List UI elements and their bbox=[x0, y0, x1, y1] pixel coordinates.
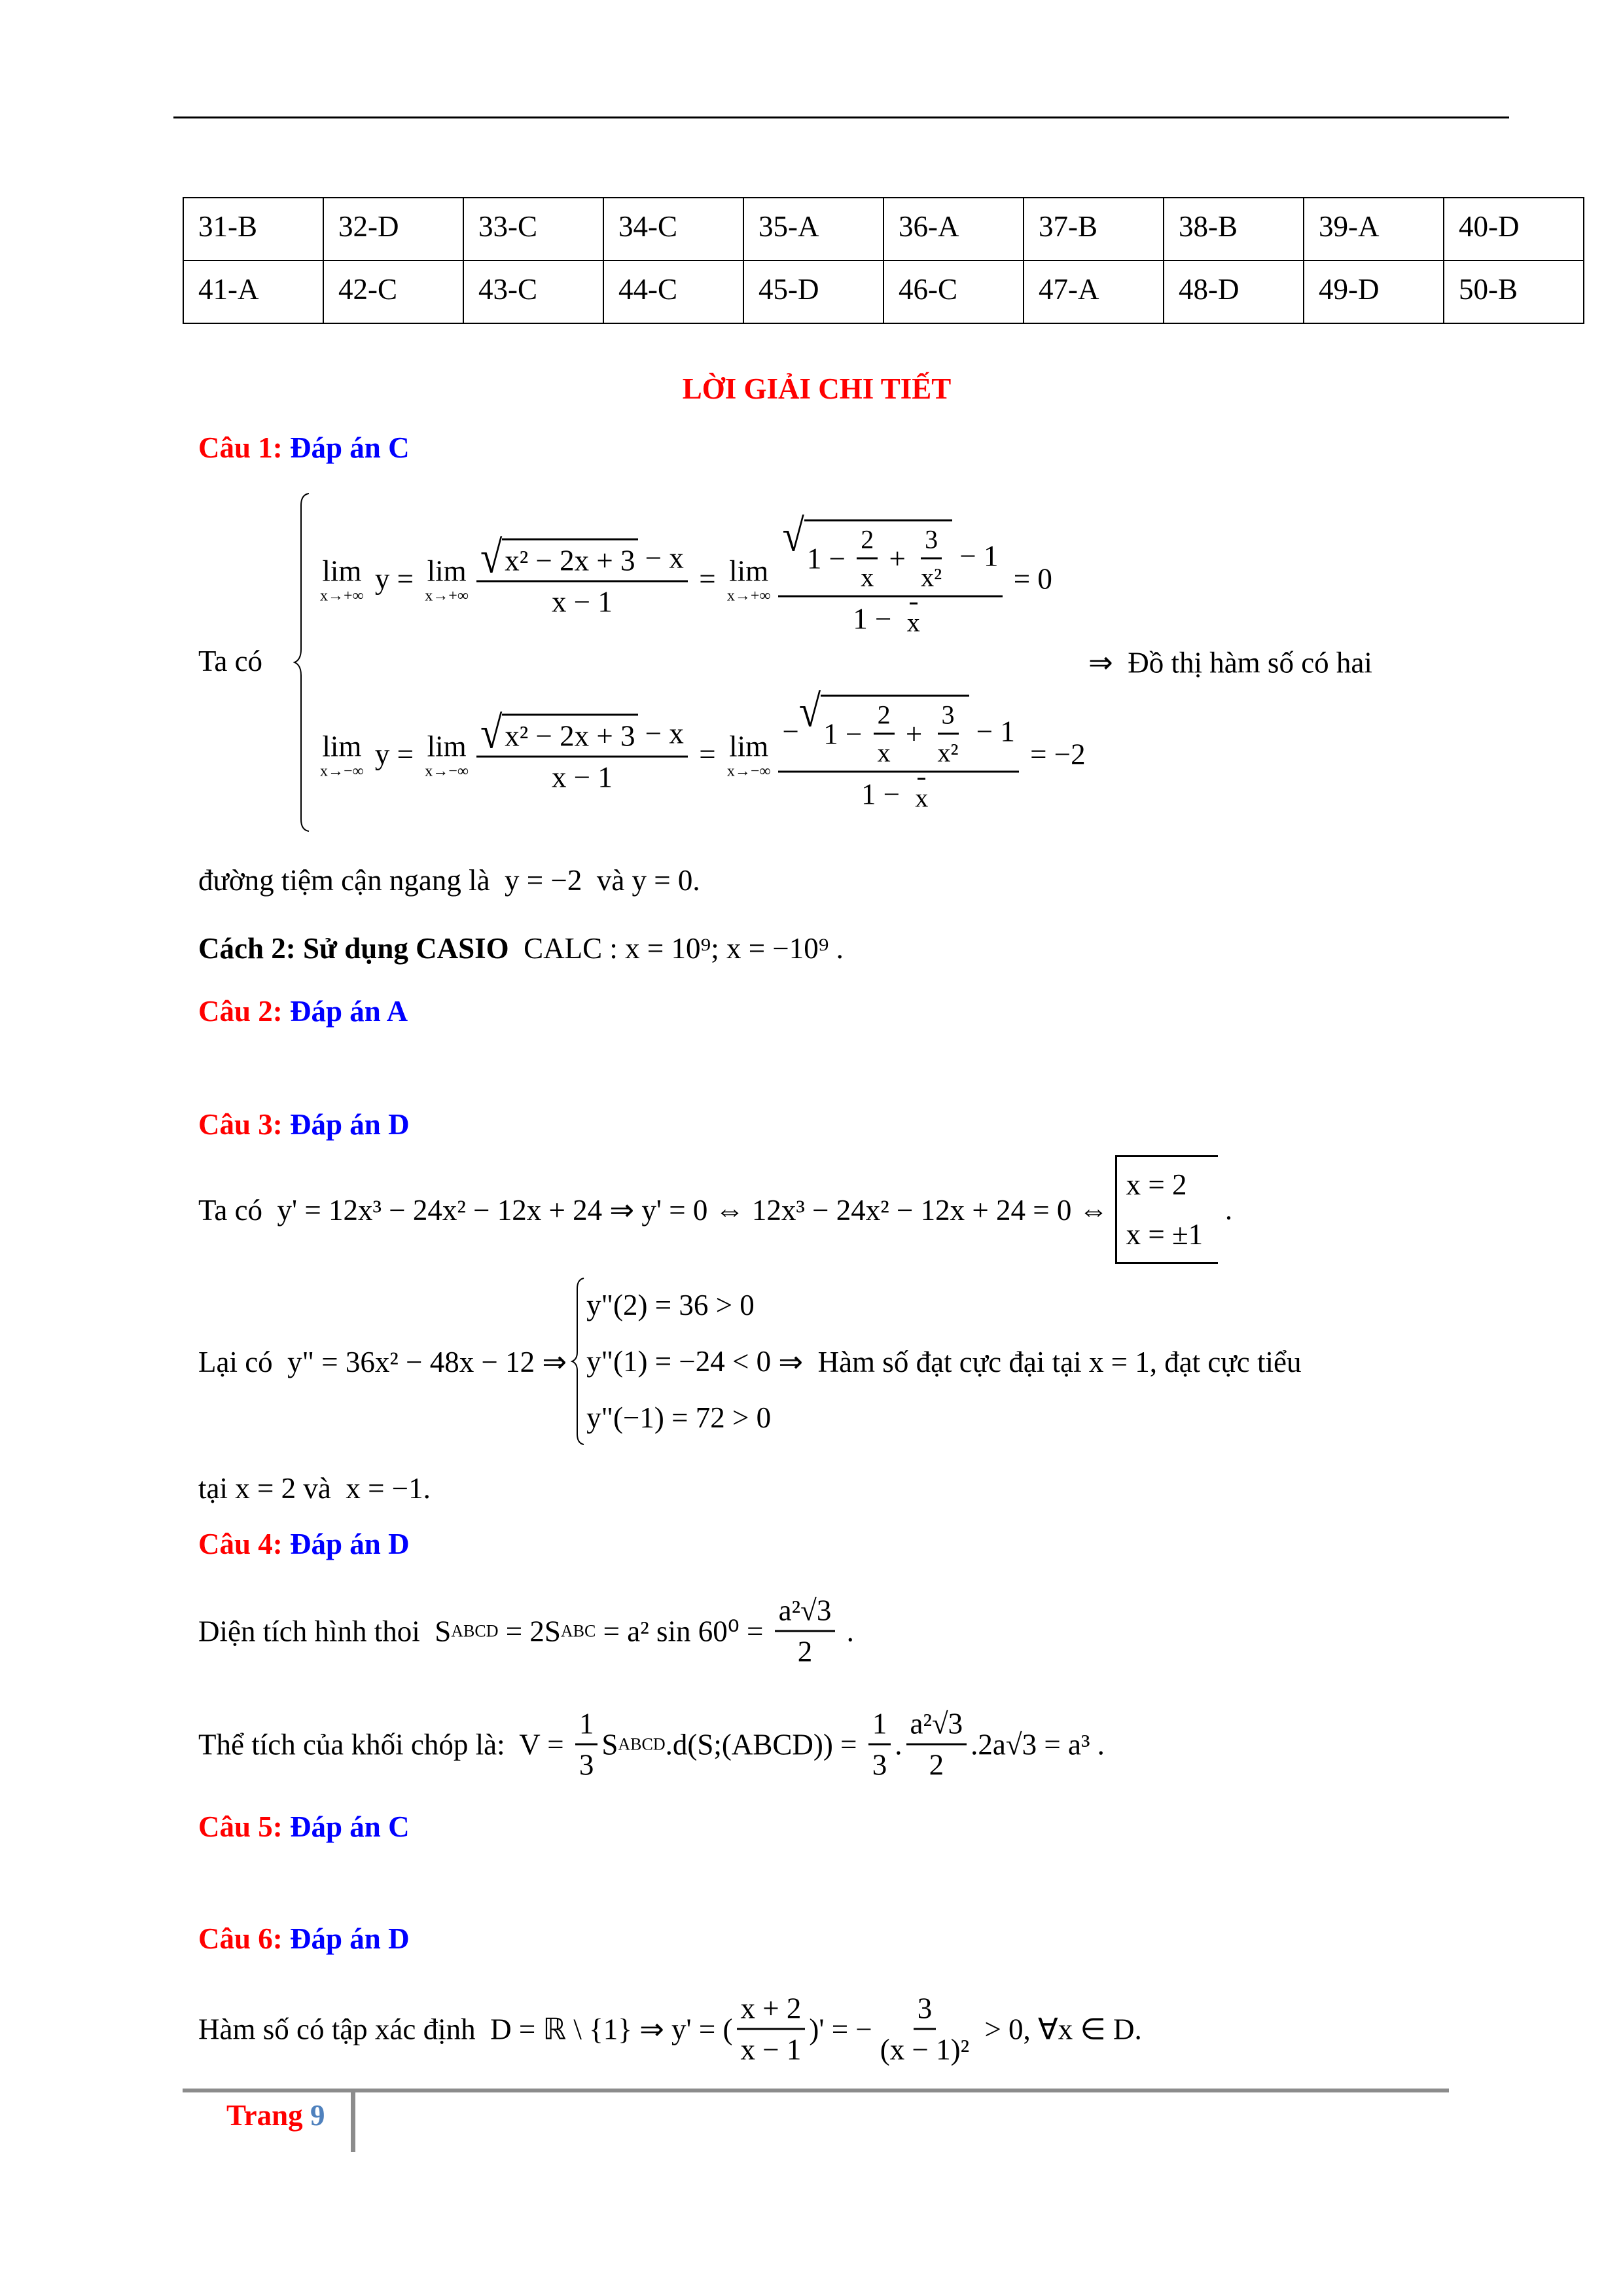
fraction: $\frac{\text{a²√3}}{2}$ bbox=[775, 1594, 836, 1669]
fraction: − √ 1 − $\frac{2}{x}$ + $\frac{3}{\text{x²}}$ − 1 1 − x bbox=[778, 695, 1018, 814]
table-cell: 49-D bbox=[1304, 260, 1444, 323]
intro-text: Ta có bbox=[198, 645, 263, 677]
table-cell: 48-D bbox=[1164, 260, 1304, 323]
table-cell: 43-C bbox=[463, 260, 603, 323]
table-cell: 45-D bbox=[743, 260, 883, 323]
table-row bbox=[183, 260, 1584, 323]
eq: y = bbox=[367, 562, 421, 595]
fraction: √ x² − 2x + 3 − x x − 1 bbox=[476, 538, 688, 619]
q6-header bbox=[198, 1922, 410, 1956]
q1-limit-plus-infinity: lim x→+∞ y = lim x→+∞ √ x² − 2x + 3 − x x − 1 = lim x→+∞ √ 1 − $\frac{2}{x}$ + $\frac{3}{\text{x²}}$ − 1 1 − x = 0 bbox=[320, 511, 1052, 637]
table-cell: 34-C bbox=[603, 198, 743, 260]
section-heading: LỜI GIẢI CHI TIẾT bbox=[682, 372, 952, 405]
table-row bbox=[183, 198, 1584, 260]
casio-method bbox=[198, 931, 844, 965]
fraction: $\frac{1}{3}$ bbox=[868, 1707, 891, 1782]
q1-intro bbox=[198, 644, 262, 678]
table-cell: 37-B bbox=[1024, 198, 1164, 260]
question-label: Câu 2: bbox=[198, 995, 283, 1028]
fraction: √ x² − 2x + 3 − x x − 1 bbox=[476, 713, 688, 795]
q1-header bbox=[198, 431, 410, 465]
method-title: Cách 2: Sử dụng CASIO bbox=[198, 932, 509, 965]
table-cell: 36-A bbox=[883, 198, 1024, 260]
lim: lim x→−∞ bbox=[425, 730, 469, 780]
q6-derivative-line: Hàm số có tập xác định D = ℝ \ {1} ⇒ y' = ( $\frac{x + 2}{x - 1}$ )' = − $\frac{3}{\text{(x − 1)²}}$ > 0, ∀x ∈ D. bbox=[198, 1992, 1142, 2066]
fraction: $\frac{x + 2}{x - 1}$ bbox=[737, 1992, 806, 2067]
answer-table bbox=[183, 197, 1584, 324]
q2-header bbox=[198, 994, 408, 1028]
result: = −2 bbox=[1022, 738, 1086, 770]
answer-label: Đáp án C bbox=[290, 1810, 410, 1843]
q3-continuation: tại x = 2 và x = −1. bbox=[198, 1472, 431, 1505]
page-number-value: 9 bbox=[310, 2099, 325, 2132]
lim: lim x→+∞ bbox=[726, 554, 771, 604]
top-rule bbox=[173, 117, 1509, 118]
answer-label: Đáp án D bbox=[290, 1922, 410, 1955]
table-cell: 42-C bbox=[323, 260, 463, 323]
q1-conclusion: ⇒ Đồ thị hàm số có hai bbox=[1088, 646, 1372, 679]
left-brace-icon bbox=[571, 1277, 586, 1446]
q4-volume-line: Thể tích của khối chóp là: V = $\frac{1}{3}$ S ABCD .d(S;(ABCD)) = $\frac{1}{3}$ . $\frac{\text{a²√3}}{2}$ .2a√3 = a³ . bbox=[198, 1707, 1105, 1782]
footer-divider bbox=[351, 2090, 355, 2152]
question-label: Câu 1: bbox=[198, 431, 283, 464]
q1-limit-minus-infinity: lim x→−∞ y = lim x→−∞ √ x² − 2x + 3 − x x − 1 = lim x→−∞ − √ 1 − $\frac{2}{x}$ + $\frac{3}{\text{x²}}$ − 1 1 − x = −2 bbox=[320, 686, 1086, 813]
table-cell: 47-A bbox=[1024, 260, 1164, 323]
table-cell: 50-B bbox=[1444, 260, 1584, 323]
table-cell: 46-C bbox=[883, 260, 1024, 323]
fraction: √ 1 − $\frac{2}{x}$ + $\frac{3}{\text{x²}}$ − 1 1 − x bbox=[778, 520, 1002, 638]
q1-continuation: đường tiệm cận ngang là y = −2 và y = 0. bbox=[198, 864, 700, 897]
q3-second-derivative-line: Lại có y" = 36x² − 48x − 12 ⇒ y"(2) = 36 > 0 y"(1) = −24 < 0 y"(−1) = 72 > 0 ⇒ Hàm số đạt cực đại tại x = 1, đạt cực tiểu bbox=[198, 1277, 1302, 1446]
lim: lim x→−∞ bbox=[726, 730, 771, 780]
q3-derivative-line: Ta có y' = 12x³ − 24x² − 12x + 24 ⇒ y' = 0 ⇔ 12x³ − 24x² − 12x + 24 = 0 ⇔ x = 2 x = ±1 . bbox=[198, 1155, 1232, 1264]
question-label: Câu 3: bbox=[198, 1108, 283, 1141]
answer-label: Đáp án C bbox=[290, 431, 410, 464]
fraction: $\frac{\text{a²√3}}{2}$ bbox=[906, 1707, 967, 1782]
fraction: $\frac{3}{\text{(x − 1)²}}$ bbox=[880, 1992, 970, 2066]
table-cell: 38-B bbox=[1164, 198, 1304, 260]
table-cell: 32-D bbox=[323, 198, 463, 260]
question-label: Câu 5: bbox=[198, 1810, 283, 1843]
method-text: CALC : x = 10⁹; x = −10⁹ . bbox=[508, 932, 844, 965]
table-cell: 44-C bbox=[603, 260, 743, 323]
left-brace-icon bbox=[293, 492, 313, 833]
q4-header bbox=[198, 1527, 410, 1561]
roots-bracket: x = 2 x = ±1 bbox=[1115, 1155, 1218, 1264]
q5-header bbox=[198, 1810, 410, 1844]
table-cell: 33-C bbox=[463, 198, 603, 260]
table-cell: 39-A bbox=[1304, 198, 1444, 260]
table-cell: 35-A bbox=[743, 198, 883, 260]
q4-area-line: Diện tích hình thoi S ABCD = 2S ABC = a² sin 60⁰ = $\frac{\text{a²√3}}{2}$ . bbox=[198, 1594, 854, 1668]
answer-label: Đáp án A bbox=[290, 995, 408, 1028]
question-label: Câu 4: bbox=[198, 1528, 283, 1560]
page-label: Trang bbox=[226, 2099, 303, 2132]
fraction: $\frac{1}{3}$ bbox=[575, 1707, 598, 1782]
table-cell: 41-A bbox=[183, 260, 323, 323]
answer-label: Đáp án D bbox=[290, 1108, 410, 1141]
result: = 0 bbox=[1006, 562, 1052, 595]
question-label: Câu 6: bbox=[198, 1922, 283, 1955]
table-cell: 40-D bbox=[1444, 198, 1584, 260]
lim: lim x→+∞ bbox=[320, 554, 364, 604]
answer-label: Đáp án D bbox=[290, 1528, 410, 1560]
checks-system: y"(2) = 36 > 0 y"(1) = −24 < 0 y"(−1) = 72 > 0 bbox=[571, 1277, 771, 1446]
lim: lim x→−∞ bbox=[320, 730, 364, 780]
q3-header bbox=[198, 1107, 410, 1141]
table-cell: 31-B bbox=[183, 198, 323, 260]
footer-rule bbox=[183, 2089, 1449, 2092]
lim: lim x→+∞ bbox=[425, 554, 469, 604]
page-number bbox=[226, 2098, 325, 2132]
